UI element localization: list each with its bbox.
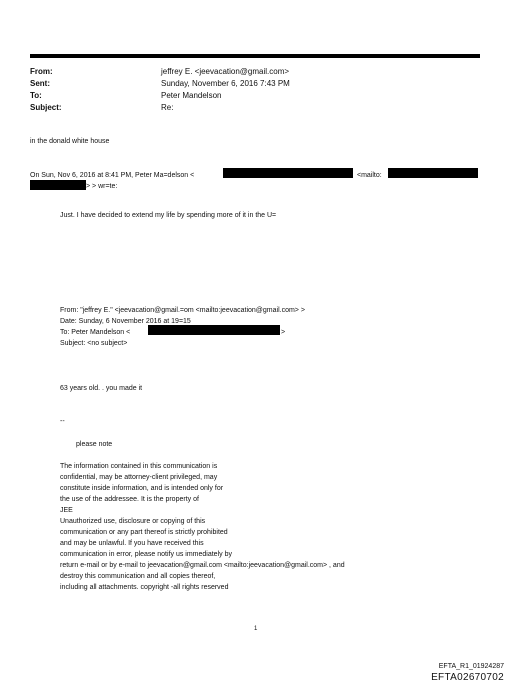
forwarded-subject: Subject: <no subject> xyxy=(60,340,128,347)
disclaimer-line: including all attachments. copyright -all rights reserved xyxy=(60,584,229,591)
forwarded-to-end: > xyxy=(281,329,286,336)
disclaimer-line: communication or any part thereof is strictly prohibited xyxy=(60,529,228,536)
disclaimer-line: Unauthorized use, disclosure or copying of this xyxy=(60,518,206,525)
to-value: Peter Mandelson xyxy=(161,91,222,100)
from-value: jeffrey E. <jeevacation@gmail.com> xyxy=(161,67,290,76)
bates-id-primary: EFTA_R1_01924287 xyxy=(438,663,504,670)
forwarded-from: From: "jeffrey E." <jeevacation@gmail.=om <mailto:jeevacation@gmail.com> > xyxy=(60,307,305,314)
page-number: 1 xyxy=(254,626,258,632)
quoted-message: Just. I have decided to extend my life by spending more of it in the U= xyxy=(60,212,277,219)
redaction-box xyxy=(223,168,353,178)
disclaimer-line: and may be unlawful. If you have received this xyxy=(60,540,204,547)
quote-header-mailto: <mailto: xyxy=(357,172,382,179)
redaction-box xyxy=(30,180,86,190)
subject-label: Subject: xyxy=(30,103,62,112)
header-rule xyxy=(30,54,480,58)
sent-value: Sunday, November 6, 2016 7:43 PM xyxy=(161,79,290,88)
disclaimer-line: constitute inside information, and is intended only for xyxy=(60,485,224,492)
sent-label: Sent: xyxy=(30,79,50,88)
forwarded-date: Date: Sunday, 6 November 2016 at 19=15 xyxy=(60,318,191,325)
forwarded-to: To: Peter Mandelson < xyxy=(60,329,131,336)
disclaimer-line: The information contained in this communication is xyxy=(60,463,218,470)
from-label: From: xyxy=(30,67,53,76)
subject-value: Re: xyxy=(161,103,174,112)
redaction-box xyxy=(148,325,280,335)
reply-text: in the donald white house xyxy=(30,138,110,145)
disclaimer-line: confidential, may be attorney-client privileged, may xyxy=(60,474,218,481)
message-text: 63 years old. . you made it xyxy=(60,385,143,392)
disclaimer-line: return e-mail or by e-mail to jeevacation@gmail.com <mailto:jeevacation@gmail.com> , and xyxy=(60,562,345,569)
to-label: To: xyxy=(30,91,42,100)
please-note: please note xyxy=(76,441,113,448)
quote-header-start: On Sun, Nov 6, 2016 at 8:41 PM, Peter Ma=delson < xyxy=(30,172,195,179)
disclaimer-line: JEE xyxy=(60,507,73,514)
disclaimer-line: the use of the addressee. It is the property of xyxy=(60,496,199,503)
signature-separator: -- xyxy=(60,418,65,425)
redaction-box xyxy=(388,168,478,178)
bates-id-secondary: EFTA02670702 xyxy=(431,672,504,683)
disclaimer-line: destroy this communication and all copies thereof, xyxy=(60,573,216,580)
quote-header-end: > > wr=te: xyxy=(86,183,118,190)
disclaimer-line: communication in error, please notify us immediately by xyxy=(60,551,232,558)
